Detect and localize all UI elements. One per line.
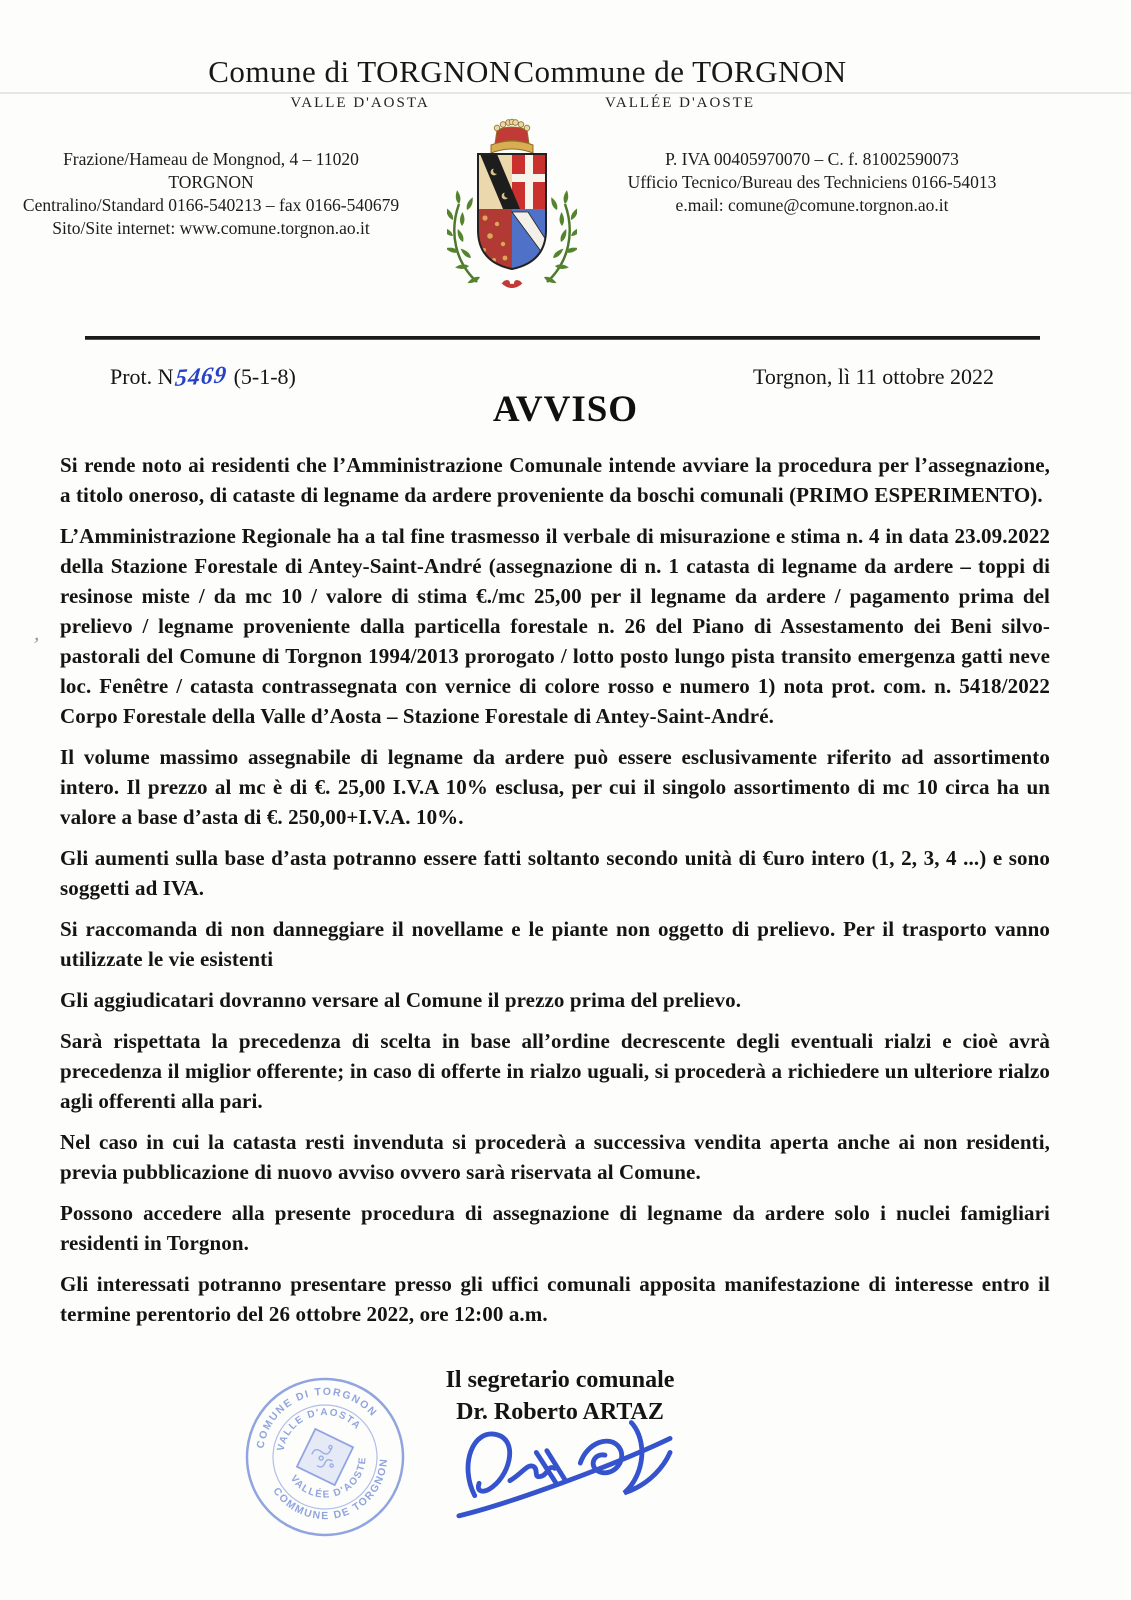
notice-paragraph: Si raccomanda di non danneggiare il novellame e le piante non oggetto di prelievo. Per il trasporto vanno utilizzate le vie esistenti (60, 917, 1050, 971)
crown-icon (491, 119, 533, 153)
notice-paragraph: L’Amministrazione Regionale ha a tal fine trasmesso il verbale di misurazione e stima n. 4 in data 23.09.2022 della Stazione Forestale di Antey-Saint-André (assegnazione di n. 1 catasta di legname da ardere – toppi di resinose miste / da mc 10 / valore di stima €./mc 25,00 per il legname da ardere / pagamento prima del prelievo / legname proveniente dalla particella forestale n. 26 del Piano di Assestamento dei Beni silvo-pastorali del Comune di Torgnon 1994/2013 prorogato / lotto posto lungo pista transito emergenza gatti neve loc. Fenêtre / catasta contrassegnata con vernice di colore rosso e numero 1) nota prot. com. n. 5418/2022 Corpo Forestale della Valle d’Aosta – Stazione Forestale di Antey-Saint-André. (60, 524, 1050, 728)
stamp-text-outer-bottom: COMMUNE DE TORGNON (270, 1457, 391, 1523)
notice-paragraph: Il volume massimo assegnabile di legname da ardere può essere esclusivamente riferito ad assortimento intero. Il prezzo al mc è di €. 25,00 I.V.A 10% esclusa, per cui il singolo assortimento di mc 10 circa ha un valore a base d’asta di €. 250,00+I.V.A. 10%. (60, 745, 1050, 829)
protocol-label: Prot. N (110, 364, 174, 389)
notice-paragraph: Gli interessati potranno presentare presso gli uffici comunali apposita manifestazione di interesse entro il termine perentorio del 26 ottobre 2022, ore 12:00 a.m. (60, 1272, 1050, 1326)
municipal-round-stamp (240, 1372, 410, 1542)
region-name-fr: VALLÉE D'AOSTE (605, 95, 755, 111)
coat-of-arms-icon (447, 112, 577, 292)
municipality-name-fr: Commune de TORGNON (513, 54, 847, 89)
municipality-name-it: Comune di TORGNON (208, 54, 512, 89)
fold-mark-artifact: ‚ (31, 619, 44, 646)
protocol-classification: (5-1-8) (233, 364, 296, 389)
notice-title: AVVISO (492, 389, 639, 430)
stamp-text-inner-bottom: VALLÉE D'AOSTE (287, 1455, 369, 1501)
contact-block-address (21, 148, 401, 240)
address-line: Frazione/Hameau de Mongnod, 4 – 11020 TORGNON (63, 149, 359, 192)
handwritten-signature (438, 1412, 683, 1522)
stamp-text-inner-top: VALLE D'AOSTA (275, 1407, 364, 1453)
notice-paragraph: Nel caso in cui la catasta resti invenduta si procederà a successiva vendita aperta anche ai non residenti, previa pubblicazione di nuovo avviso ovvero sarà riservata al Comune. (60, 1130, 1050, 1184)
website-line: Sito/Site internet: www.comune.torgnon.ao.it (52, 218, 370, 238)
signer-role: Il segretario comunale (445, 1367, 675, 1393)
notice-paragraph: Gli aggiudicatari dovranno versare al Comune il prezzo prima del prelievo. (60, 988, 742, 1012)
notice-paragraph: Gli aumenti sulla base d’asta potranno essere fatti soltanto secondo unità di €uro intero (1, 2, 3, 4 ...) e sono soggetti ad IVA. (60, 846, 1050, 900)
protocol-line (110, 364, 296, 391)
place-and-date: Torgnon, lì 11 ottobre 2022 (753, 364, 995, 389)
horizontal-rule (85, 336, 1040, 340)
municipality-title-block-fr (480, 54, 880, 112)
shield-quarters (478, 154, 546, 272)
handwritten-protocol-number: 5469 (173, 362, 228, 392)
phone-line: Centralino/Standard 0166-540213 – fax 0166-540679 (22, 195, 400, 215)
vat-line: P. IVA 00405970070 – C. f. 81002590073 (665, 149, 959, 169)
contact-block-fiscal (622, 148, 1002, 217)
notice-body (60, 450, 1050, 1340)
signer-name: Dr. Roberto ARTAZ (456, 1399, 664, 1425)
email-line: e.mail: comune@comune.torgnon.ao.it (675, 195, 949, 215)
notice-paragraph: Possono accedere alla presente procedura di assegnazione di legname da ardere solo i nuclei famigliari residenti in Torgnon. (60, 1201, 1050, 1255)
stamp-text-outer-top: COMUNE DI TORGNON (254, 1385, 380, 1450)
notice-paragraph: Sarà rispettata la precedenza di scelta in base all’ordine decrescente degli eventuali rialzi e cioè avrà precedenza il miglior offerente; in caso di offerte in rialzo uguali, si procederà a richiedere un ulteriore rialzo agli offerenti alla pari. (60, 1029, 1050, 1113)
notice-paragraph: Si rende noto ai residenti che l’Amministrazione Comunale intende avviare la procedura per l’assegnazione, a titolo oneroso, di cataste di legname da ardere proveniente da boschi comunali (PRIMO ESPERIMENTO). (60, 453, 1050, 507)
office-line: Ufficio Tecnico/Bureau des Techniciens 0166-54013 (627, 172, 997, 192)
region-name-it: VALLE D'AOSTA (290, 95, 430, 111)
